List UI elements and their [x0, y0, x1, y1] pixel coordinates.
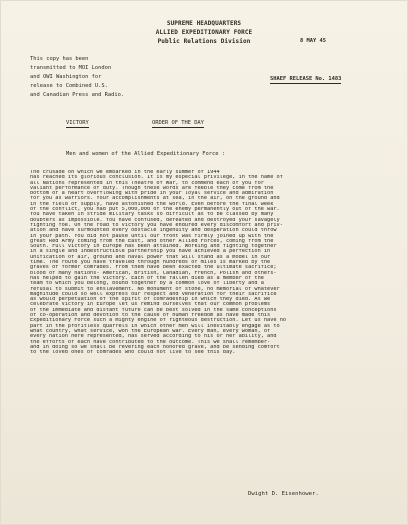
body-line: has helped to gain the victory. Each of the fallen died as a member of the: [30, 275, 264, 281]
body-line: in your path. You did not pause until our front was firmly joined up with the: [30, 233, 274, 239]
body-line: every nation here represented, has served according to his or her ability, and: [30, 334, 277, 340]
body-line: You have taken in stride military tasks so difficult as to be classed by many: [30, 212, 274, 218]
body-line: celebrate Victory in Europe let us remind ourselves that our common problems: [30, 302, 271, 308]
title-victory: VICTORY: [66, 120, 89, 126]
body-line: South. Full victory in Europe has been attained. Working and fighting together: [30, 244, 277, 250]
body-line: of the conflict, you had put 5,000,000 of the enemy permanently out of the war.: [30, 207, 280, 213]
header-line-3: Public Relations Division: [157, 38, 251, 45]
body-line: and in doing so we shall be revering each honored grave, and be sending comfort: [30, 344, 280, 350]
transmit-line: release to Combined U.S.: [30, 83, 108, 89]
body-line: great Red Army coming from the East, and other Allied Forces, coming from the: [30, 238, 274, 244]
transmit-line: This copy has been: [30, 56, 89, 62]
body-line: blood of many nations- American, British, Canadian, French, Polish and others-: [30, 270, 277, 276]
transmit-line: and Canadian Press and Radio.: [30, 92, 125, 98]
body-line: of the immediate and distant future can be best solved in the same conceptions: [30, 307, 277, 313]
body-line: of co-operation and devotion to the cause of human freedom as have made this: [30, 313, 271, 319]
body-line: refusal to submit to enslavement. No monument of stone, no memorial of whatever: [30, 286, 280, 292]
release-number: SHAEF RELEASE No. 1483: [270, 76, 342, 82]
body-line: the efforts of each have contributed to the outcome. This we shall remember-: [30, 339, 271, 345]
body-line: team to which you belong, bound together by a common love of liberty and a: [30, 281, 264, 287]
body-line: part in the profitless quarrels in which other men will inevitably engage as to: [30, 323, 280, 329]
body-line: magnitude could so well express our respect and veneration for their sacrifice: [30, 291, 277, 297]
body-line: all Nations represented in this Theatre of War, to commend each of you for: [30, 180, 264, 186]
body-line: graves of former comrades. From them have been exacted the ultimate sacrifice;: [30, 265, 277, 271]
body-line: time. The route you have traveled through hundreds of miles is marked by the: [30, 260, 271, 266]
body-line: for you as warriors. Your accomplishments at sea, in the air, on the ground and: [30, 196, 280, 202]
header-line-1: SUPREME HEADQUARTERS: [166, 20, 242, 27]
header-line-2: ALLIED EXPEDITIONARY FORCE: [155, 29, 253, 36]
body-line: to the loved ones of comrades who could not live to see this day.: [30, 350, 236, 356]
body-line: in the field of supply, have astonished the world. Even before the final week: [30, 201, 274, 207]
body-line: in a single and indestructible partnership you have achieved a perfection in: [30, 249, 271, 255]
body-line: valiant performance of duty. Though these words are feeble they come from the: [30, 185, 274, 191]
body-line: The crusade on which we embarked in the early summer of 1944: [30, 170, 220, 175]
transmit-line: transmitted to MOI London: [30, 65, 112, 71]
body-line: ation and have surmounted every obstacle ingenuity and desperation could throw: [30, 228, 277, 234]
salutation: Men and women of the Allied Expeditionary Force :: [66, 151, 226, 157]
release-date: 8 MAY 45: [300, 38, 326, 44]
transmit-line: and OWI Washington for: [30, 74, 102, 80]
body-line: Expeditionary Force such a mighty engine of righteous destruction. Let us have no: [30, 318, 287, 324]
body-line: bottom of a heart overflowing with pride in your loyal service and admiration: [30, 191, 274, 197]
body-line: has reached its glorious conclusion. It is my especial privilege, in the name of: [30, 175, 283, 181]
body-line: as would perpetuation of the spirit of comradeship in which they died. As we: [30, 297, 271, 303]
order-body-text: [30, 170, 380, 355]
signature: Dwight D. Eisenhower.: [248, 491, 319, 497]
body-line: doubters as impossible. You have confused, defeated and destroyed your savagely: [30, 217, 280, 223]
body-line: what country, what service, won the European war. Every man, every woman, of: [30, 328, 271, 334]
title-order-of-the-day: ORDER OF THE DAY: [152, 120, 204, 126]
body-line: unification of air, ground and naval power that will stand as a model in our: [30, 254, 271, 260]
body-line: fighting foe. On the road to victory you have endured every discomfort and priv-: [30, 222, 283, 228]
